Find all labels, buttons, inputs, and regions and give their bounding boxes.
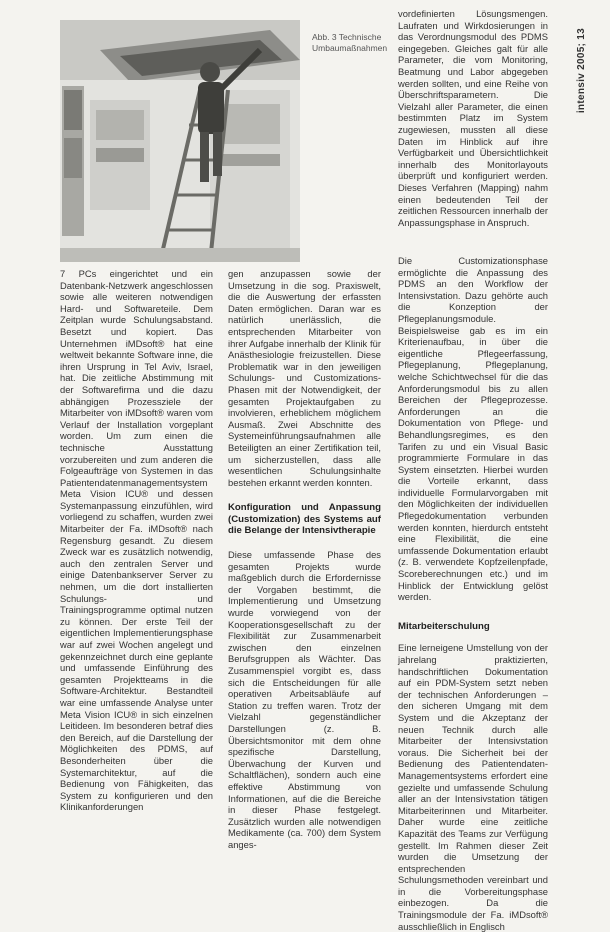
text-column-middle: [228, 268, 381, 851]
running-header: intensiv 2005; 13: [576, 28, 587, 114]
paragraph: 7 PCs eingerichtet und ein Datenbank-Netzwerk angeschlossen sowie alle weiteren notwendigen Hard- und Softwareteile. Dem Zeitplan wurde Schulungsabstand. Besetzt und kopiert. Das Unternehmen iMDsoft® hat eine weltweit bekannte Software inne, die ihren Ursprung in Tel Aviv, Israel, hat. Die zeitliche Abstimmung mit der Softwarefirma und die dazu abhängigen Prozessziele der Mitarbeiter von iMDsoft® waren vom Verlauf der Installation vorgeplant worden. Um zum einen die technische Ausstattung vorzubereiten und zum anderen die Folgeaufträge von Systemen in das Patientendatenmanagementsystem Meta Vision ICU® und dessen Systemanpassung einzufühlen, wird vorliegend zu schaffen, wurden zwei Mitarbeiter der Fa. iMDsoft® nach Regensburg gesandt. Zu diesem Zweck war es zusätzlich notwendig, auch den zentralen Server und einige Datenbankserver Server zu nehmen, um die dort installierten Schulungs- und Trainingsprogramme optimal nutzen zu können. Der erste Teil der eigentlichen Implementierungsphase war auf zwei Wochen angelegt und gekennzeichnet durch eine geplante und umfassende Einführung des gesamten Projektteams in die Software-Architektur. Bestandteil war eine umfassende Analyse unter Meta Vision ICU® in sich einzelnen Leitideen. Im besonderen betraf dies den Bereich, auf die Darstellung der Möglichkeiten des PDMS, auf Besonderheiten über die Systemarchitektur, auf die Bedienung von Fähigkeiten, das System zu konfigurieren und den Klinikanforderungen: [60, 268, 213, 813]
section-heading: Konfiguration und Anpassung (Customization) des Systems auf die Belange der Intensivtherapie: [228, 502, 381, 537]
figure-caption: Abb. 3 Technische Umbaumaßnahmen: [312, 32, 388, 53]
paragraph: Diese umfassende Phase des gesamten Projekts wurde maßgeblich durch die Erfordernisse der Vorgaben bestimmt, die Implementierung und Umsetzung wurde vorwiegend von der Kooperationsgesellschaft zu der Flexibilität zur Zusammenarbeit zwischen den einzelnen Berufsgruppen als Wächter. Das Zusammenspiel vorgibt es, dass sich die Entscheidungen für alle operativen Arbeitsabläufe auf Station zu treffen waren. Trotz der Vielzahl gegenständlicher Darstellungen (z. B. Übersichtsmonitor mit dem ohne spezifische Darstellung, Überwachung der Kurven und Schaltflächen), sondern auch eine effektive Abstimmung von Informationen, auf die die Bereiche in dieser Phase festgelegt. Zusätzlich wurden alle notwendigen Medikamente (ca. 700) dem System anges-: [228, 549, 381, 850]
paragraph: vordefinierten Lösungsmengen. Laufraten und Wirkdosierungen in das Verordnungsmodul des PDMS eingegeben. Gleiches galt für alle Parameter, die vom Monitoring, Beatmung und Labor abgegeben werden sollten, und eine Reihe von Überschriftsparametern. Die Vielzahl aller Parameter, die einen bestimmten Platz im System zugewiesen, mussten all diese Daten im Hinblick auf ihre Verfügbarkeit und Übersichtlichkeit innerhalb des Monitorlayouts überprüft und konfiguriert werden. Dieses Verfahren (Mapping) nahm einen bedeutenden Teil der zeitlichen Ressourcen innerhalb der Anpassungsphase in Anspruch.: [398, 8, 548, 228]
paragraph: Eine lerneigene Umstellung von der jahrelang praktizierten, handschriftlichen Dokumentation auf ein PDM-System setzt neben der technischen Anforderungen – den sicheren Umgang mit dem System und die Akzeptanz der neuen Technik durch alle Mitarbeiter der Intensivstation voraus. Die Sicherheit bei der Bedienung des Patientendaten-Managementsystems erfordert eine gezielte und umfassende Schulung aller an der Intensivstation tätigen Mitarbeiterinnen und Mitarbeiter. Daher wurde eine zeitliche Kapazität des Teams zur Verfügung gestellt. Im Rahmen dieser Zeit wurden die Umsetzung der entsprechenden Schulungsmethoden vereinbart und in die Vorbereitungsphase einbezogen. Da die Trainingsmodule der Fa. iMDsoft® ausschließlich in Englisch: [398, 642, 548, 932]
text-column-right-top: [398, 8, 548, 228]
paragraph: Die Customizationsphase ermöglichte die Anpassung des PDMS an den Workflow der Intensivstation. Dazu gehörte auch die Konzeption der Pflegeplanungsmodule. Beispielsweise gab es im ein Kriterienaufbau, in über die eigentliche Pflegeerfassung, Pflegeplanung, Pflegeplanung, welche Schichtwechsel für die das Anforderungsmodul bis zu allen Bereichen der Pflegeprozesse. Anforderungen an die Dokumentation von Pflege- und Behandlungsregimes, es den Tarifen zu und ein Visual Basic programmierte Formulare in das System einsetzten. Hierbei wurden die Vorteile erkannt, dass individuelle Formularvorgaben mit den Möglichkeiten der individuellen Pflegedokumentation verbunden werden konnten, hierdurch entsteht eine Flexibilität, die eine umfassende Dokumentation erlaubt (z. B. verwendete Kopfzeilenpfade, Scoreberechnungen etc.) und im Hinblick der Entwicklung gelöst werden.: [398, 255, 548, 603]
figure-photo: [60, 20, 300, 262]
text-column-left: [60, 268, 213, 813]
section-heading: Mitarbeiterschulung: [398, 620, 490, 632]
technical-renovation-photo: [60, 20, 300, 262]
paragraph: gen anzupassen sowie der Umsetzung in die sog. Praxiswelt, die die Auswertung der erfassten Daten ermöglichen. Daran war es natürlich unerlässlich, die entsprechenden Mitarbeiter von ihrer Aufgabe innerhalb der Klinik für Anästhesiologie freizustellen. Diese Problematik war in den jeweiligen Schulungs- und Customizations-Phasen mit der Notwendigkeit, der gesamten Projektaufgaben zu involvieren, erheblichem möglichem Ausmaß. Zwei Abschnitte des Systemeinführungsaufnahmen alle Beteiligten an einer Zertifikation teil, um sicherzustellen, dass alle wesentlichen Schulungsinhalte bestehen erkannt werden konnten.: [228, 268, 381, 488]
text-column-right-bottom: [398, 255, 548, 932]
